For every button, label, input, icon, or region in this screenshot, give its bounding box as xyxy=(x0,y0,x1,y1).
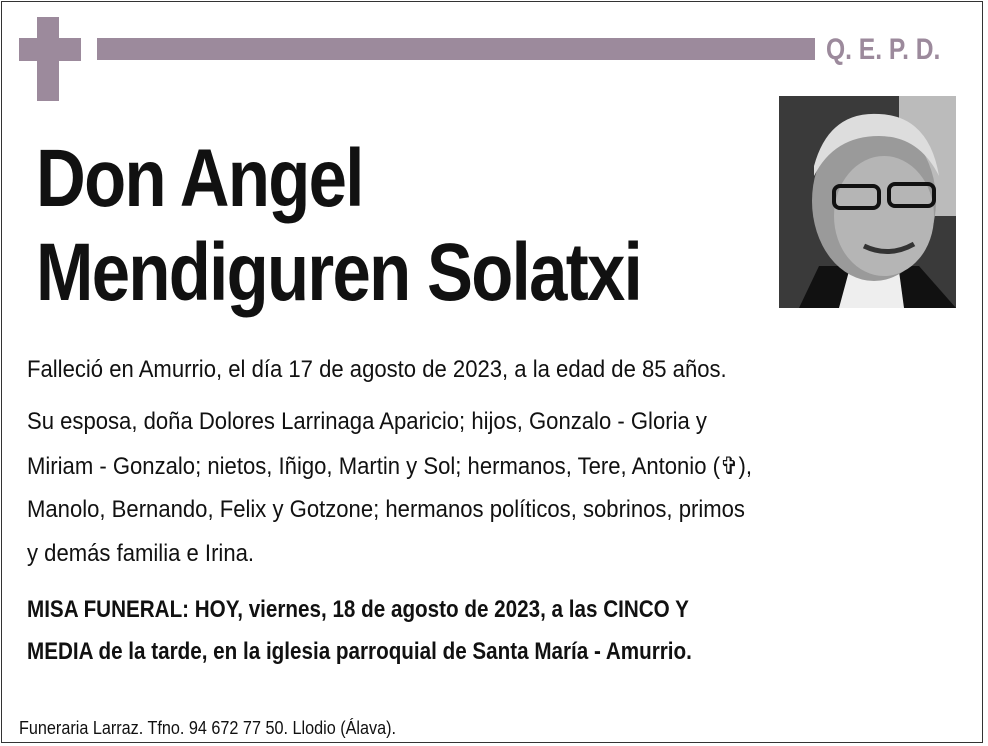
portrait-photo xyxy=(779,96,956,308)
header-bar xyxy=(97,38,815,60)
family-line: y demás familia e Irina. xyxy=(27,540,255,567)
family-line: Miriam - Gonzalo; nietos, Iñigo, Martin y Sol; hermanos, Tere, Antonio (✞), xyxy=(27,453,752,480)
funeral-home-footer: Funeraria Larraz. Tfno. 94 672 77 50. Llodio (Álava). xyxy=(19,718,397,738)
death-notice: Falleció en Amurrio, el día 17 de agosto de 2023, a la edad de 85 años. xyxy=(27,356,727,383)
name-line-1: Don Angel xyxy=(36,133,363,224)
family-line: Manolo, Bernando, Felix y Gotzone; hermanos políticos, sobrinos, primos xyxy=(27,496,745,523)
family-line: Su esposa, doña Dolores Larrinaga Aparicio; hijos, Gonzalo - Gloria y xyxy=(27,408,707,435)
name-line-2: Mendiguren Solatxi xyxy=(36,227,642,318)
funeral-line: MISA FUNERAL: HOY, viernes, 18 de agosto de 2023, a las CINCO Y xyxy=(27,596,689,623)
qepd-label: Q. E. P. D. xyxy=(826,33,941,66)
funeral-line: MEDIA de la tarde, en la iglesia parroquial de Santa María - Amurrio. xyxy=(27,638,692,665)
